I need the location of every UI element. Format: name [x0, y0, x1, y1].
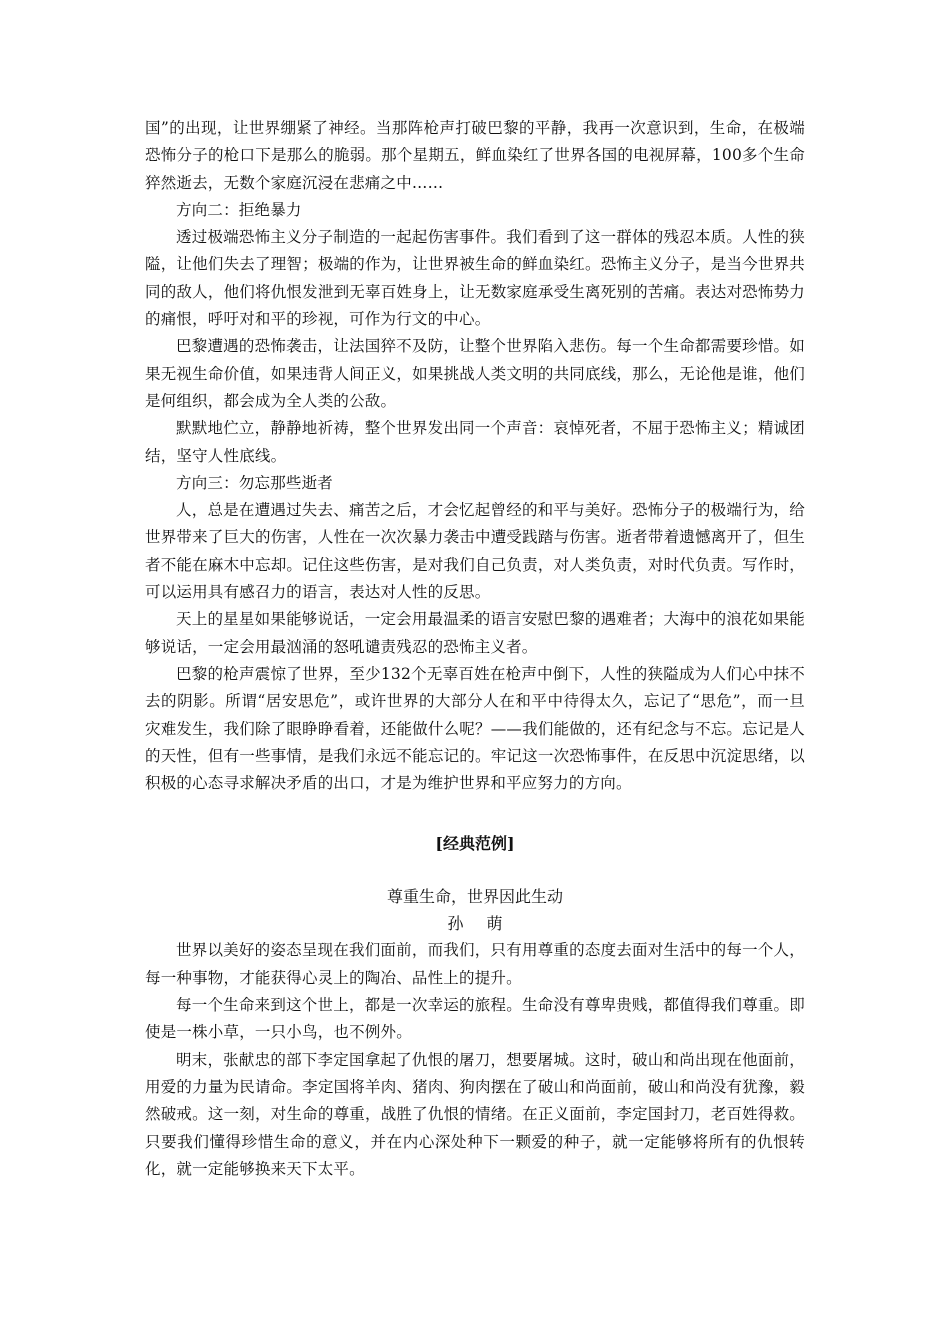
document-page: [145, 115, 805, 1183]
article-author: 孙 萌: [447, 914, 503, 934]
paragraph: 国”的出现，让世界绷紧了神经。当那阵枪声打破巴黎的平静，我再一次意识到，生命，在极端恐怖分子的枪口下是那么的脆弱。那个星期五，鲜血染红了世界各国的电视屏幕，100多个生命猝然逝去，无数个家庭沉浸在悲痛之中……: [145, 119, 805, 192]
paragraph: 默默地伫立，静静地祈祷，整个世界发出同一个声音：哀悼死者，不屈于恐怖主义；精诚团结，坚守人性底线。: [145, 419, 805, 465]
paragraph: 巴黎的枪声震惊了世界，至少132个无辜百姓在枪声中倒下，人性的狭隘成为人们心中抹不去的阴影。所谓“居安思危”，或许世界的大部分人在和平中待得太久，忘记了“思危”，而一旦灾难发生，我们除了眼睁睁看着，还能做什么呢？——我们能做的，还有纪念与不忘。忘记是人的天性，但有一些事情，是我们永远不能忘记的。牢记这一次恐怖事件，在反思中沉淀思绪，以积极的心态寻求解决矛盾的出口，才是为维护世界和平应努力的方向。: [145, 664, 805, 793]
paragraph: 天上的星星如果能够说话，一定会用最温柔的语言安慰巴黎的遇难者；大海中的浪花如果能够说话，一定会用最汹涌的怒吼谴责残忍的恐怖主义者。: [145, 610, 805, 656]
section-title: [经典范例]: [435, 834, 515, 854]
article-title: 尊重生命，世界因此生动: [386, 887, 563, 907]
heading-direction-two: 方向二：拒绝暴力: [176, 200, 302, 219]
article-paragraph: 每一个生命来到这个世上，都是一次幸运的旅程。生命没有尊卑贵贱，都值得我们尊重。即使是一株小草，一只小鸟，也不例外。: [145, 996, 805, 1042]
paragraph: 巴黎遭遇的恐怖袭击，让法国猝不及防，让整个世界陷入悲伤。每一个生命都需要珍惜。如果无视生命价值，如果违背人间正义，如果挑战人类文明的共同底线，那么，无论他是谁，他们是何组织，都会成为全人类的公敌。: [145, 337, 805, 410]
paragraph: 透过极端恐怖主义分子制造的一起起伤害事件。我们看到了这一群体的残忍本质。人性的狭隘，让他们失去了理智；极端的作为，让世界被生命的鲜血染红。恐怖主义分子，是当今世界共同的敌人，他们将仇恨发泄到无辜百姓身上，让无数家庭承受生离死别的苦痛。表达对恐怖势力的痛恨，呼吁对和平的珍视，可作为行文的中心。: [145, 228, 805, 329]
heading-direction-three: 方向三：勿忘那些逝者: [176, 473, 334, 492]
article-paragraph: 明末，张献忠的部下李定国拿起了仇恨的屠刀，想要屠城。这时，破山和尚出现在他面前，用爱的力量为民请命。李定国将羊肉、猪肉、狗肉摆在了破山和尚面前，破山和尚没有犹豫，毅然破戒。这一刻，对生命的尊重，战胜了仇恨的情绪。在正义面前，李定国封刀，老百姓得救。只要我们懂得珍惜生命的意义，并在内心深处种下一颗爱的种子，就一定能够将所有的仇恨转化，就一定能够换来天下太平。: [145, 1050, 805, 1178]
paragraph: 人，总是在遭遇过失去、痛苦之后，才会忆起曾经的和平与美好。恐怖分子的极端行为，给世界带来了巨大的伤害，人性在一次次暴力袭击中遭受践踏与伤害。逝者带着遗憾离开了，但生者不能在麻木中忘却。记住这些伤害，是对我们自己负责，对人类负责，对时代负责。写作时，可以运用具有感召力的语言，表达对人性的反思。: [145, 501, 805, 602]
article-paragraph: 世界以美好的姿态呈现在我们面前，而我们，只有用尊重的态度去面对生活中的每一个人，每一种事物，才能获得心灵上的陶冶、品性上的提升。: [145, 941, 805, 987]
